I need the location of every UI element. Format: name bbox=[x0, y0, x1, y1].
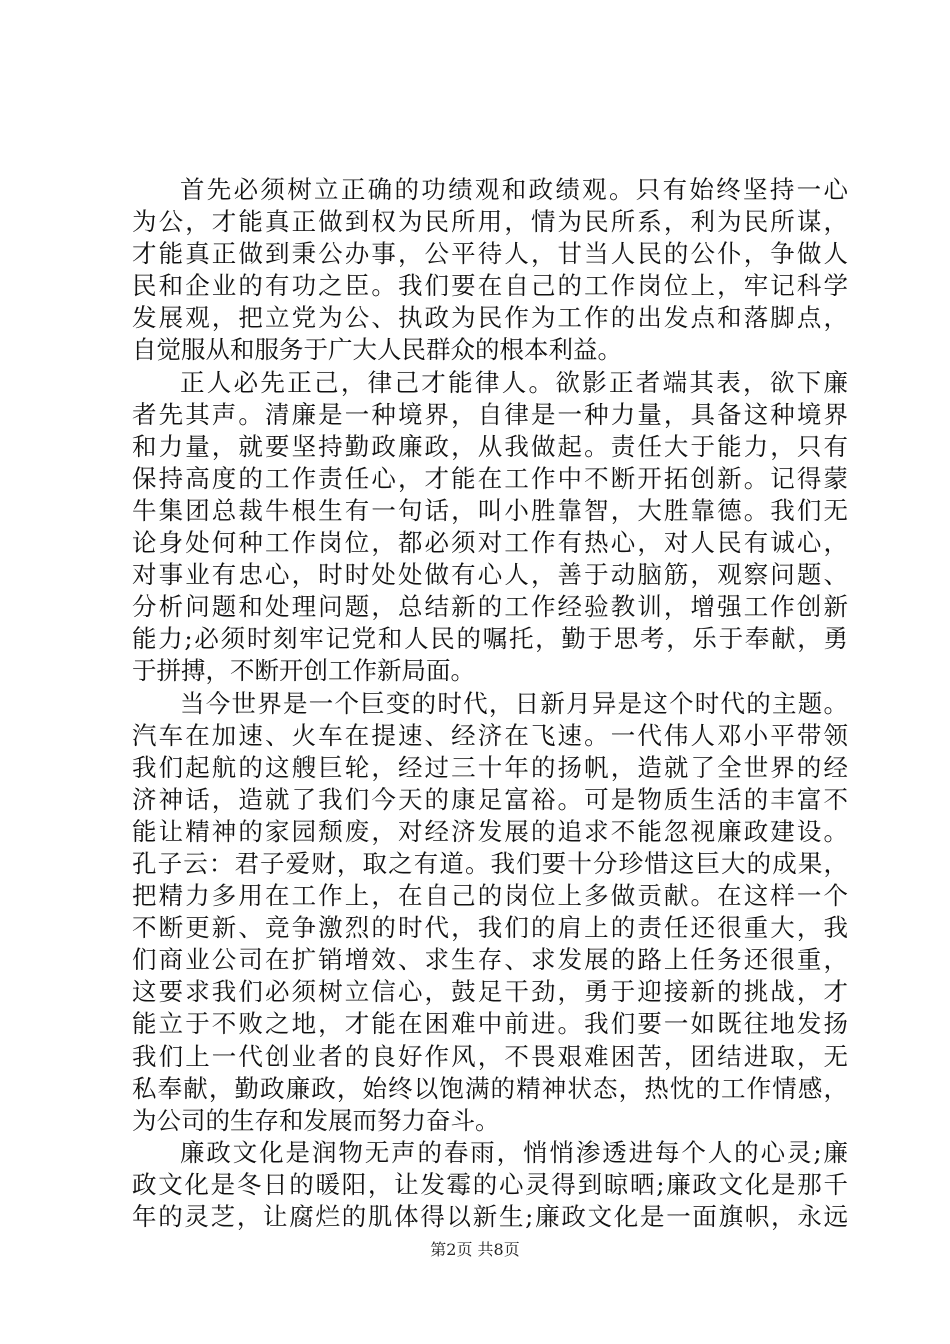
text-line: 保持高度的工作责任心，才能在工作中不断开拓创新。记得蒙 bbox=[132, 463, 848, 493]
text-line: 当今世界是一个巨变的时代，日新月异是这个时代的主题。 bbox=[180, 688, 848, 718]
text-line: 对事业有忠心，时时处处做有心人，善于动脑筋，观察问题、 bbox=[132, 560, 848, 590]
paragraph-2 bbox=[132, 367, 848, 688]
page-number-footer: 第2页 共8页 bbox=[430, 1240, 520, 1259]
text-line: 我们起航的这艘巨轮，经过三十年的扬帆，造就了全世界的经 bbox=[132, 752, 848, 782]
text-line: 能立于不败之地，才能在困难中前进。我们要一如既往地发扬 bbox=[132, 1009, 848, 1039]
text-line: 正人必先正己，律己才能律人。欲影正者端其表，欲下廉 bbox=[180, 367, 848, 397]
text-line: 才能真正做到秉公办事，公平待人，甘当人民的公仆，争做人 bbox=[132, 239, 848, 269]
paragraph-4 bbox=[132, 1137, 848, 1233]
text-line: 济神话，造就了我们今天的康足富裕。可是物质生活的丰富不 bbox=[132, 784, 848, 814]
text-line: 这要求我们必须树立信心，鼓足干劲，勇于迎接新的挑战，才 bbox=[132, 977, 848, 1007]
text-line: 论身处何种工作岗位，都必须对工作有热心，对人民有诚心， bbox=[132, 528, 848, 558]
text-line: 牛集团总裁牛根生有一句话，叫小胜靠智，大胜靠德。我们无 bbox=[132, 495, 848, 525]
document-body bbox=[132, 174, 848, 1233]
text-line: 们商业公司在扩销增效、求生存、求发展的路上任务还很重， bbox=[132, 945, 848, 975]
text-line: 能力;必须时刻牢记党和人民的嘱托，勤于思考，乐于奉献，勇 bbox=[132, 624, 848, 654]
text-line: 年的灵芝，让腐烂的肌体得以新生;廉政文化是一面旗帜，永远 bbox=[132, 1202, 848, 1231]
text-line: 分析问题和处理问题，总结新的工作经验教训，增强工作创新 bbox=[132, 592, 848, 622]
text-line: 为公，才能真正做到权为民所用，情为民所系，利为民所谋， bbox=[132, 207, 848, 237]
text-line: 私奉献，勤政廉政，始终以饱满的精神状态，热忱的工作情感， bbox=[132, 1073, 848, 1103]
text-line: 我们上一代创业者的良好作风，不畏艰难困苦，团结进取，无 bbox=[132, 1041, 848, 1071]
text-line: 和力量，就要坚持勤政廉政，从我做起。责任大于能力，只有 bbox=[132, 431, 848, 461]
text-line: 于拼搏，不断开创工作新局面。 bbox=[132, 656, 475, 686]
text-line: 政文化是冬日的暖阳，让发霉的心灵得到晾晒;廉政文化是那千 bbox=[132, 1169, 848, 1199]
text-line: 者先其声。清廉是一种境界，自律是一种力量，具备这种境界 bbox=[132, 399, 848, 429]
text-line: 廉政文化是润物无声的春雨，悄悄渗透进每个人的心灵;廉 bbox=[180, 1137, 848, 1167]
text-line: 首先必须树立正确的功绩观和政绩观。只有始终坚持一心 bbox=[180, 175, 848, 204]
text-line: 为公司的生存和发展而努力奋斗。 bbox=[132, 1105, 500, 1135]
paragraph-3 bbox=[132, 688, 848, 1137]
paragraph-1 bbox=[132, 174, 848, 367]
text-line: 自觉服从和服务于广大人民群众的根本利益。 bbox=[132, 335, 622, 365]
text-line: 发展观，把立党为公、执政为民作为工作的出发点和落脚点， bbox=[132, 303, 848, 333]
text-line: 把精力多用在工作上，在自己的岗位上多做贡献。在这样一个 bbox=[132, 881, 848, 911]
text-line: 孔子云：君子爱财，取之有道。我们要十分珍惜这巨大的成果， bbox=[132, 848, 848, 878]
text-line: 不断更新、竞争激烈的时代，我们的肩上的责任还很重大，我 bbox=[132, 913, 848, 943]
text-line: 民和企业的有功之臣。我们要在自己的工作岗位上，牢记科学 bbox=[132, 271, 848, 301]
text-line: 汽车在加速、火车在提速、经济在飞速。一代伟人邓小平带领 bbox=[132, 720, 848, 750]
text-line: 能让精神的家园颓废，对经济发展的追求不能忽视廉政建设。 bbox=[132, 816, 848, 846]
